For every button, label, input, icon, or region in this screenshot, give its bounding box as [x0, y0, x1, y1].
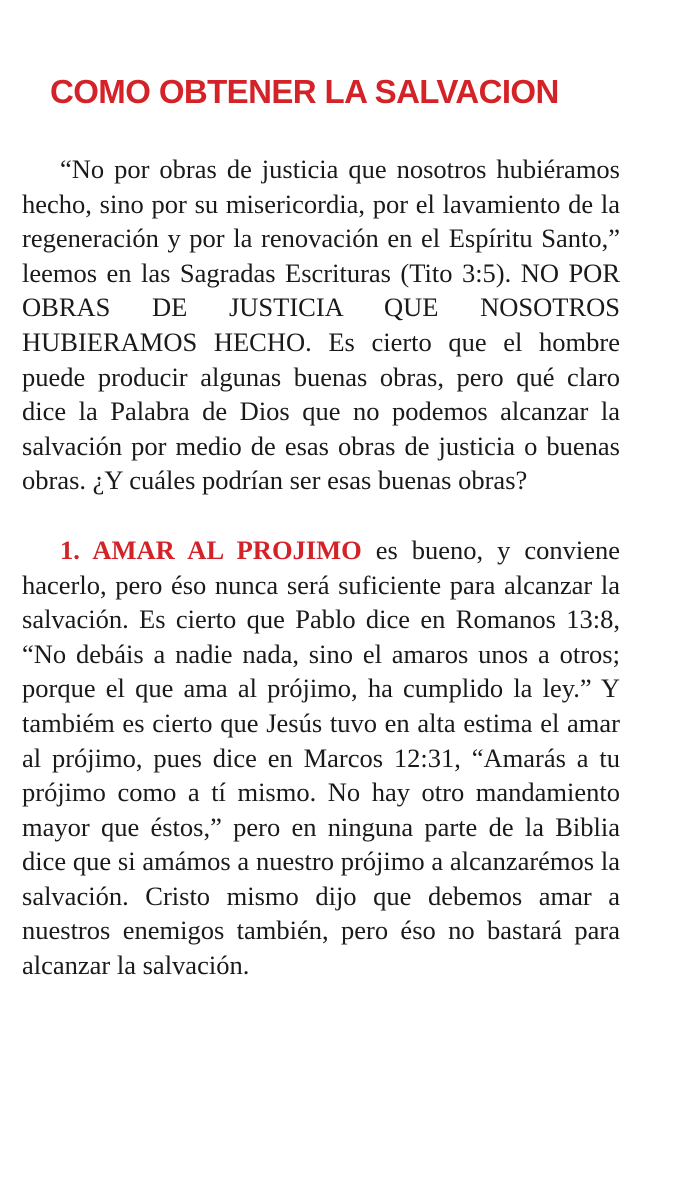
point-1-text: es bueno, y conviene hacerlo, pero éso nunca será suficiente para alcanzar la salvación. Es cierto que Pablo dice en Romanos 13:8, “No debáis a nadie nada, sino el amaros unos a otros; porque el que ama al prójimo, ha cumplido la ley.” Y tambiém es cierto que Jesús tuvo en alta estima el amar al prójimo, pues dice en Marcos 12:31, “Amarás a tu prójimo como a tí mismo. No hay otro mandamiento mayor que éstos,” pero en ninguna parte de la Biblia dice que si amámos a nuestro prójimo a alcanzarémos la salvación. Cristo mismo dijo que debemos amar a nuestros enemigos también, pero éso no bastará para alcanzar la salvación.	[22, 534, 620, 981]
point-1-paragraph	[22, 533, 620, 983]
document-page	[22, 62, 620, 983]
page-title: COMO OBTENER LA SALVACION	[50, 73, 559, 110]
point-1-heading: 1. AMAR AL PROJIMO	[60, 534, 362, 565]
intro-paragraph: “No por obras de justicia que nosotros hubiéramos hecho, sino por su misericordia, por el lavamiento de la regeneración y por la renovación en el Espíritu Santo,” leemos en las Sagradas Escrituras (Tito 3:5). NO POR OBRAS DE JUSTICIA QUE NOSOTROS HUBIERAMOS HECHO. Es cierto que el hombre puede producir algunas buenas obras, pero qué claro dice la Palabra de Dios que no podemos alcanzar la salvación por medio de esas obras de justicia o buenas obras. ¿Y cuáles podrían ser esas buenas obras?	[22, 154, 620, 496]
